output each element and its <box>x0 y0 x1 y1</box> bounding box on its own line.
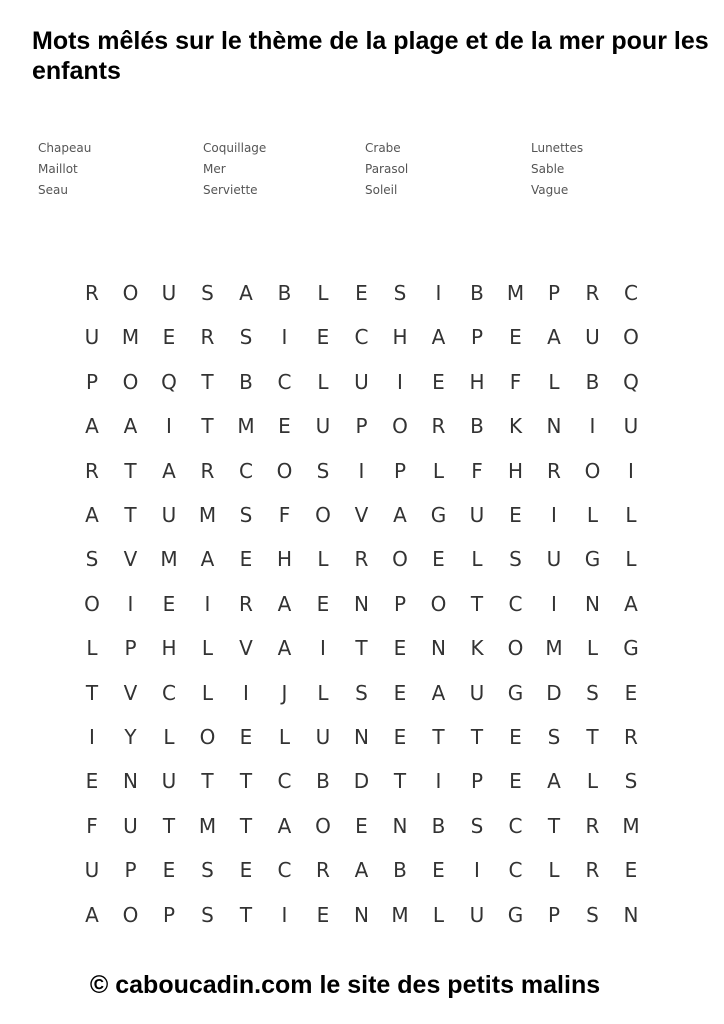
grid-letter: O <box>84 591 100 616</box>
grid-letter: V <box>123 547 138 572</box>
grid-letter: V <box>239 636 253 661</box>
grid-letter: A <box>547 769 561 794</box>
grid-letter: N <box>431 636 446 661</box>
grid-letter: E <box>432 858 445 883</box>
grid-letter: F <box>86 813 98 838</box>
word-list-item: Maillot <box>38 162 78 176</box>
grid-letter: A <box>393 503 407 527</box>
grid-letter: A <box>85 902 99 927</box>
grid-letter: U <box>469 902 485 927</box>
grid-letter: S <box>470 813 484 838</box>
grid-letter: Q <box>161 369 177 394</box>
word-list-item: Chapeau <box>38 141 92 155</box>
grid-letter: V <box>354 503 369 527</box>
grid-letter: I <box>551 503 557 527</box>
grid-letter: Q <box>623 369 639 394</box>
grid-letter: A <box>277 636 292 661</box>
grid-letter: R <box>85 281 99 305</box>
grid-letter: E <box>393 636 407 661</box>
grid-letter: G <box>430 503 447 527</box>
grid-letter: T <box>586 725 599 749</box>
grid-letter: G <box>507 680 524 705</box>
grid-letter: B <box>393 858 407 883</box>
grid-letter: P <box>85 369 99 394</box>
grid-letter: I <box>551 591 557 616</box>
grid-letter: R <box>200 325 215 350</box>
grid-letter: E <box>393 725 407 749</box>
grid-letter: Y <box>124 725 137 749</box>
word-list-item: Seau <box>38 183 68 197</box>
grid-letter: U <box>161 281 177 305</box>
grid-letter: B <box>316 769 330 794</box>
grid-letter: N <box>392 813 408 838</box>
grid-letter: E <box>316 325 330 350</box>
grid-letter: U <box>623 414 639 439</box>
grid-letter: C <box>508 591 523 616</box>
grid-letter: I <box>204 591 211 616</box>
grid-letter: U <box>469 680 485 705</box>
grid-letter: L <box>278 725 291 749</box>
grid-letter: P <box>470 769 484 794</box>
grid-letter: C <box>508 813 523 838</box>
grid-letter: P <box>470 325 484 350</box>
grid-letter: M <box>160 547 178 572</box>
grid-letter: O <box>315 813 331 838</box>
grid-letter: E <box>239 858 253 883</box>
grid-letter: E <box>509 503 522 527</box>
grid-letter: E <box>162 325 176 350</box>
grid-letter: L <box>471 547 483 572</box>
grid-letter: O <box>199 725 216 749</box>
grid-letter: L <box>317 547 329 572</box>
page-title: Mots mêlés sur le thème de la plage et de la mer pour les enfants <box>32 27 709 85</box>
grid-letter: E <box>432 547 445 572</box>
grid-letter: S <box>393 281 407 305</box>
grid-letter: U <box>161 503 177 527</box>
word-list-item: Serviette <box>203 183 258 197</box>
grid-letter: S <box>85 547 99 572</box>
grid-letter: L <box>586 503 599 527</box>
grid-letter: D <box>546 680 562 705</box>
grid-letter: E <box>85 769 99 794</box>
grid-letter: O <box>315 503 331 527</box>
grid-letter: F <box>509 369 522 394</box>
grid-letter: C <box>624 281 638 305</box>
grid-letter: A <box>431 680 446 705</box>
grid-letter: E <box>393 680 407 705</box>
grid-letter: G <box>623 636 639 661</box>
grid-letter: E <box>316 902 330 927</box>
grid-letter: B <box>470 414 484 439</box>
grid-letter: E <box>509 725 522 749</box>
grid-letter: S <box>547 725 561 749</box>
grid-letter: U <box>123 813 138 838</box>
grid-letter: E <box>355 281 368 305</box>
grid-letter: E <box>432 369 445 394</box>
grid-letter: S <box>201 281 214 305</box>
grid-letter: S <box>201 858 214 883</box>
grid-letter: D <box>353 769 370 794</box>
grid-letter: S <box>509 547 522 572</box>
grid-letter: V <box>123 680 138 705</box>
grid-letter: A <box>239 281 253 305</box>
grid-letter: O <box>122 902 139 927</box>
grid-letter: E <box>162 858 176 883</box>
grid-letter: U <box>469 503 485 527</box>
grid-letter: P <box>124 858 137 883</box>
word-list-item: Parasol <box>365 162 409 176</box>
grid-letter: R <box>585 281 600 305</box>
grid-letter: I <box>358 458 365 483</box>
grid-letter: C <box>277 769 292 794</box>
grid-letter: A <box>85 414 99 439</box>
grid-letter: U <box>84 858 100 883</box>
grid-letter: E <box>239 725 253 749</box>
word-list-item: Coquillage <box>203 141 267 155</box>
grid-letter: P <box>393 458 407 483</box>
grid-letter: A <box>277 813 292 838</box>
grid-letter: T <box>470 591 484 616</box>
grid-letter: I <box>435 281 442 305</box>
grid-letter: T <box>201 369 214 394</box>
grid-letter: S <box>316 458 330 483</box>
grid-letter: C <box>277 369 292 394</box>
grid-letter: I <box>474 858 480 883</box>
grid-letter: N <box>623 902 639 927</box>
grid-letter: G <box>507 902 524 927</box>
grid-letter: O <box>507 636 524 661</box>
grid-letter: N <box>123 769 138 794</box>
grid-letter: K <box>470 636 484 661</box>
grid-letter: S <box>624 769 638 794</box>
grid-letter: M <box>237 414 255 439</box>
grid-letter: C <box>239 458 253 483</box>
grid-letter: M <box>506 281 525 305</box>
grid-letter: A <box>200 547 215 572</box>
grid-letter: P <box>124 636 137 661</box>
grid-letter: E <box>278 414 291 439</box>
grid-letter: P <box>393 591 407 616</box>
grid-letter: L <box>625 503 637 527</box>
grid-letter: L <box>548 858 560 883</box>
grid-letter: M <box>198 503 217 527</box>
grid-letter: R <box>85 458 99 483</box>
grid-letter: L <box>548 369 560 394</box>
grid-letter: L <box>201 680 214 705</box>
grid-letter: T <box>201 414 214 439</box>
word-list-item: Soleil <box>365 183 398 197</box>
grid-letter: L <box>586 636 599 661</box>
grid-letter: L <box>432 902 445 927</box>
grid-letter: A <box>431 325 446 350</box>
grid-letter: I <box>628 458 634 483</box>
grid-letter: O <box>122 369 139 394</box>
word-list-item: Sable <box>531 162 565 176</box>
grid-letter: I <box>320 636 326 661</box>
grid-letter: P <box>355 414 368 439</box>
letter-grid <box>79 278 647 953</box>
grid-letter: A <box>354 858 369 883</box>
word-list-item: Crabe <box>365 141 401 155</box>
grid-letter: I <box>281 902 288 927</box>
grid-letter: H <box>469 369 485 394</box>
grid-letter: U <box>84 325 100 350</box>
grid-letter: J <box>281 680 288 705</box>
grid-letter: E <box>624 858 638 883</box>
grid-letter: E <box>316 591 330 616</box>
grid-letter: T <box>162 813 176 838</box>
grid-letter: L <box>201 636 214 661</box>
grid-letter: A <box>624 591 638 616</box>
grid-letter: M <box>121 325 140 350</box>
grid-letter: R <box>585 858 600 883</box>
grid-letter: B <box>277 281 292 305</box>
grid-letter: U <box>585 325 600 350</box>
grid-letter: I <box>397 369 403 394</box>
grid-letter: R <box>547 458 561 483</box>
grid-letter: N <box>354 725 369 749</box>
grid-letter: C <box>277 858 292 883</box>
grid-letter: B <box>239 369 253 394</box>
grid-letter: B <box>431 813 446 838</box>
grid-letter: E <box>355 813 368 838</box>
grid-letter: O <box>430 591 447 616</box>
grid-letter: C <box>508 858 523 883</box>
grid-letter: U <box>315 414 331 439</box>
grid-letter: U <box>161 769 177 794</box>
grid-letter: K <box>508 414 523 439</box>
grid-letter: B <box>585 369 600 394</box>
grid-letter: S <box>239 503 253 527</box>
grid-letter: E <box>509 325 522 350</box>
grid-letter: S <box>201 902 214 927</box>
grid-letter: O <box>392 547 408 572</box>
grid-letter: R <box>354 547 369 572</box>
grid-letter: R <box>624 725 638 749</box>
grid-letter: P <box>547 281 561 305</box>
grid-letter: A <box>85 503 99 527</box>
grid-letter: T <box>85 680 99 705</box>
grid-letter: M <box>198 813 217 838</box>
grid-letter: L <box>432 458 445 483</box>
grid-letter: A <box>277 591 292 616</box>
grid-letter: T <box>547 813 561 838</box>
grid-letter: I <box>89 725 95 749</box>
grid-letter: L <box>317 369 329 394</box>
grid-letter: E <box>509 769 522 794</box>
word-list <box>38 141 678 211</box>
grid-letter: T <box>124 503 137 527</box>
grid-letter: R <box>316 858 330 883</box>
grid-letter: L <box>586 769 599 794</box>
grid-letter: T <box>239 902 253 927</box>
grid-letter: L <box>317 281 329 305</box>
grid-letter: R <box>585 813 600 838</box>
grid-letter: S <box>355 680 368 705</box>
grid-letter: U <box>546 547 562 572</box>
grid-letter: R <box>239 591 253 616</box>
grid-letter: S <box>239 325 253 350</box>
grid-letter: S <box>586 680 599 705</box>
grid-letter: A <box>547 325 561 350</box>
grid-letter: U <box>354 369 369 394</box>
grid-letter: T <box>124 458 137 483</box>
grid-letter: T <box>239 769 253 794</box>
grid-letter: E <box>239 547 253 572</box>
grid-letter: N <box>354 591 369 616</box>
grid-letter: S <box>586 902 599 927</box>
grid-letter: O <box>276 458 293 483</box>
grid-letter: F <box>471 458 483 483</box>
word-list-item: Mer <box>203 162 226 176</box>
grid-letter: C <box>354 325 369 350</box>
grid-letter: N <box>585 591 600 616</box>
grid-letter: N <box>546 414 562 439</box>
grid-letter: I <box>435 769 442 794</box>
grid-letter: H <box>507 458 524 483</box>
grid-letter: L <box>163 725 175 749</box>
grid-letter: B <box>470 281 484 305</box>
grid-letter: P <box>162 902 176 927</box>
grid-letter: L <box>86 636 98 661</box>
grid-letter: T <box>239 813 253 838</box>
grid-letter: O <box>392 414 408 439</box>
grid-letter: A <box>162 458 176 483</box>
grid-letter: R <box>431 414 446 439</box>
grid-letter: I <box>281 325 288 350</box>
grid-letter: I <box>243 680 249 705</box>
grid-letter: I <box>589 414 596 439</box>
footer-copyright: © caboucadin.com le site des petits malins <box>89 971 601 999</box>
grid-letter: F <box>278 503 291 527</box>
grid-letter: P <box>547 902 561 927</box>
grid-letter: U <box>315 725 331 749</box>
grid-letter: I <box>166 414 172 439</box>
grid-letter: N <box>354 902 369 927</box>
grid-letter: H <box>161 636 177 661</box>
word-list-item: Lunettes <box>531 141 584 155</box>
grid-letter: H <box>392 325 408 350</box>
grid-letter: T <box>201 769 214 794</box>
grid-letter: H <box>276 547 293 572</box>
grid-letter: T <box>393 769 407 794</box>
grid-letter: C <box>162 680 176 705</box>
grid-letter: L <box>625 547 637 572</box>
word-list-item: Vague <box>531 183 569 197</box>
grid-letter: E <box>624 680 638 705</box>
grid-letter: L <box>317 680 329 705</box>
grid-letter: E <box>162 591 176 616</box>
grid-letter: O <box>584 458 601 483</box>
grid-letter: T <box>355 636 368 661</box>
grid-letter: M <box>391 902 409 927</box>
grid-letter: M <box>622 813 640 838</box>
grid-letter: I <box>127 591 134 616</box>
grid-letter: G <box>584 547 601 572</box>
grid-letter: O <box>122 281 139 305</box>
grid-letter: M <box>545 636 563 661</box>
grid-letter: R <box>200 458 215 483</box>
grid-letter: T <box>432 725 445 749</box>
grid-letter: O <box>623 325 639 350</box>
grid-letter: A <box>123 414 138 439</box>
grid-letter: T <box>470 725 484 749</box>
